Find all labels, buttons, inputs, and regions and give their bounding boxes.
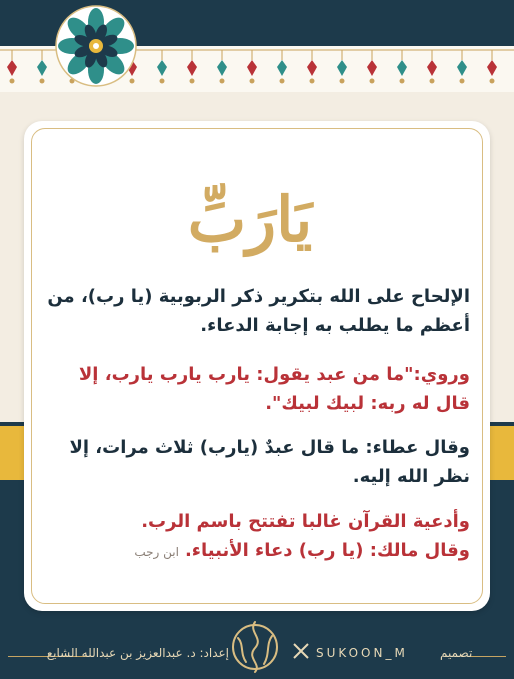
ornament-drop — [157, 50, 167, 84]
x-logo-icon[interactable] — [292, 642, 310, 660]
ornament-drop — [337, 50, 347, 84]
medallion-ornament-icon — [54, 4, 138, 88]
page-title: يَارَبِّ — [187, 183, 313, 256]
social-handle[interactable]: SUKOON_M — [316, 646, 408, 660]
calligraphy-logo-icon — [226, 618, 284, 676]
paragraph-5-text: وقال مالك: (يا رب) دعاء الأنبياء. — [184, 540, 470, 561]
ornament-drop — [427, 50, 437, 84]
ornament-drop — [307, 50, 317, 84]
paragraph-2: وروي:"ما من عبد يقول: يارب يارب يارب، إلا قال له ربه: لبيك لبيك". — [78, 364, 470, 414]
footer-line-right — [470, 656, 506, 657]
prepared-by: إعداد: د. عبدالعزيز بن عبدالله الشايع — [46, 646, 229, 660]
paragraph-1: الإلحاح على الله بتكرير ذكر الربوبية (يا رب)، من أعظم ما يطلب به إجابة الدعاء. — [47, 286, 470, 336]
paragraph-4: وأدعية القرآن غالبا تفتتح باسم الرب. — [141, 511, 470, 532]
design-label: تصميم — [440, 646, 473, 660]
ornament-drop — [367, 50, 377, 84]
title-calligraphy — [130, 175, 370, 275]
ornament-drop — [397, 50, 407, 84]
ornament-drop — [217, 50, 227, 84]
ornament-drop — [187, 50, 197, 84]
ornament-drop — [37, 50, 47, 84]
ornament-drop — [487, 50, 497, 84]
ornament-drop — [277, 50, 287, 84]
paragraph-3: وقال عطاء: ما قال عبدٌ (يارب) ثلاث مرات، إلا نظر الله إليه. — [69, 437, 470, 487]
ornament-drop — [7, 50, 17, 84]
source-attribution: ابن رجب — [134, 545, 179, 559]
ornament-drop — [247, 50, 257, 84]
ornament-drop — [457, 50, 467, 84]
paragraph-5 — [44, 536, 470, 567]
